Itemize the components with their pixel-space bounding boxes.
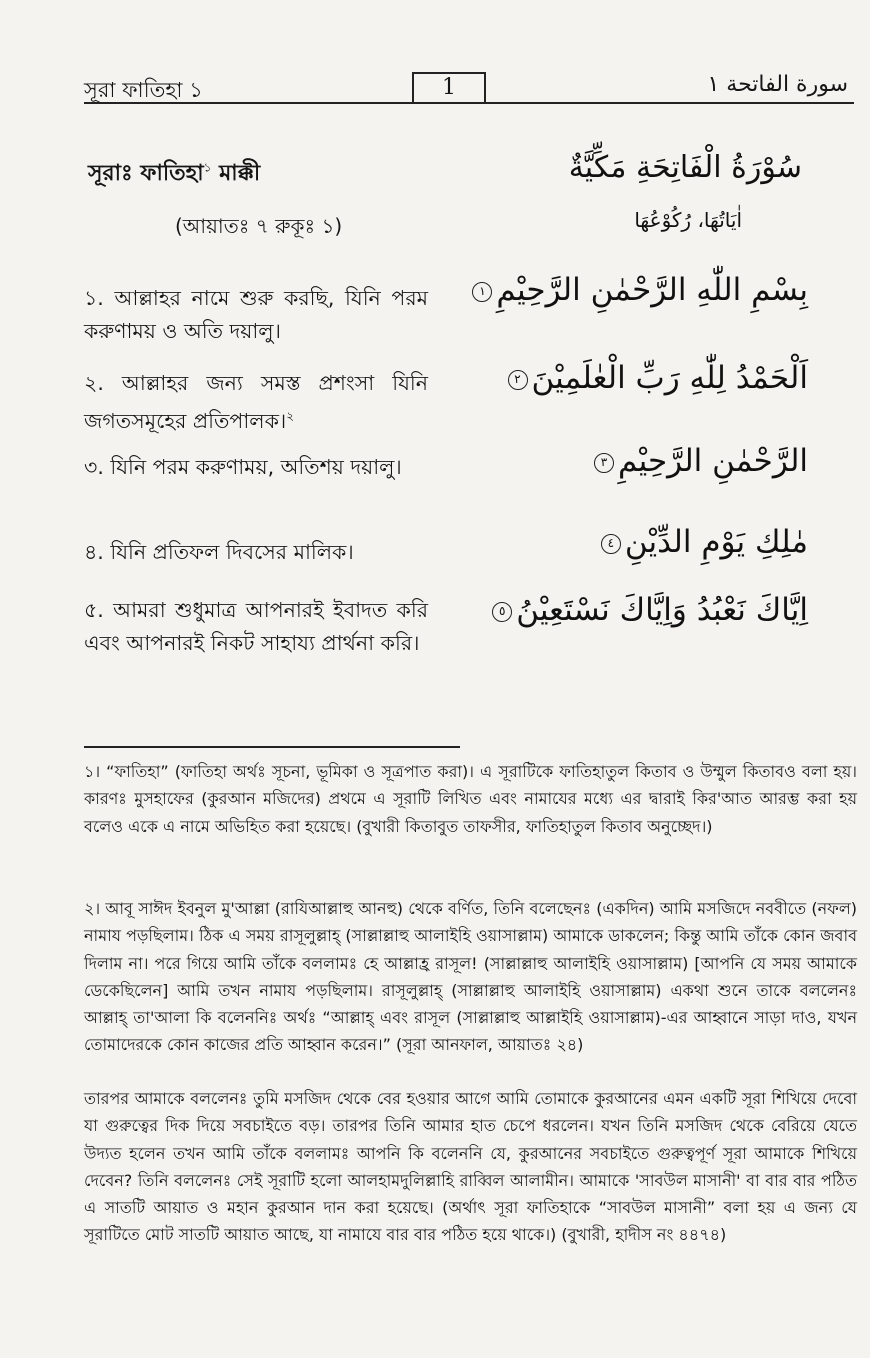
verse-bengali-2	[84, 367, 428, 438]
header-surah-name-arabic: سورة الفاتحة ١	[707, 72, 848, 97]
surah-title-bengali	[88, 156, 260, 193]
surah-title-suffix: মাক্কী	[211, 161, 261, 186]
footnote-2-continued: তারপর আমাকে বললেনঃ তুমি মসজিদ থেকে বের হওয়ার আগে আমি তোমাকে কুরআনের এমন একটি সূরা শিখিয়ে দেবো যা গুরুত্বের দিক দিয়ে সবচাইতে বড়। তারপর তিনি আমার হাত চেপে ধরলেন। যখন তিনি মসজিদ থেকে বেরিয়ে যেতে উদ্যত হলেন তখন আমি তাঁকে বললামঃ আপনি কি বলেননি যে, কুরআনের সবচাইতে গুরুত্বপূর্ণ সূরা আমাকে শিখিয়ে দেবেন? তিনি বললেনঃ সেই সূরাটি হলো আলহামদুলিল্লাহি রাব্বিল আলামীন। আমাকে 'সাবউল মাসানী' বা বার বার পঠিত এ সাতটি আয়াত ও মহান কুরআন দান করা হয়েছে। (অর্থাৎ সূরা ফাতিহাকে “সাবউল মাসানী” বলা হয় এ জন্য যে সূরাটিতে মোট সাতটি আয়াত আছে, যা নামাযে বার বার পঠিত হয়ে থাকে।) (বুখারী, হাদীস নং ৪৪৭৪)	[84, 1089, 857, 1245]
verse-arabic-1	[468, 272, 808, 308]
header-surah-name-bengali: সূরা ফাতিহা ১	[84, 78, 203, 102]
verse-arabic-4-text: مٰلِكِ يَوْمِ الدِّيْنِ	[624, 524, 808, 560]
verse-bengali-3: ৩. যিনি পরম করুণাময়, অতিশয় দয়ালু।	[84, 455, 402, 479]
verse-number-4: ٤	[601, 534, 621, 554]
footnote-rule	[84, 746, 460, 748]
verse-number-1: ١	[472, 282, 492, 302]
verse-arabic-2	[504, 360, 808, 396]
footnote-1: ১। “ফাতিহা” (ফাতিহা অর্থঃ সূচনা, ভূমিকা ও সূত্রপাত করা)। এ সূরাটিকে ফাতিহাতুল কিতাব ও উম্মুল কিতাবও বলা হয়। কারণঃ মুসহাফের (কুরআন মজিদের) প্রথমে এ সূরাটি লিখিত এবং নামাযের মধ্যে এর দ্বারাই কির'আত আরম্ভ করা হয় বলেও একে এ নামে অভিহিত করা হয়েছে। (বুখারী কিতাবুত তাফসীর, ফাতিহাতুল কিতাব অনুচ্ছেদ।)	[84, 762, 857, 836]
verse-bengali-2-footnote-ref: ২	[286, 409, 295, 423]
verse-bengali-5: ৫. আমরা শুধুমাত্র আপনারই ইবাদত করি এবং আপনারই নিকট সাহায্য প্রার্থনা করি।	[84, 598, 428, 655]
surah-title-arabic: سُوْرَةُ الْفَاتِحَةِ مَكِّيَّةٌ	[568, 150, 802, 185]
surah-meta: (আয়াতঃ ৭ রুকূঃ ১)	[175, 214, 343, 238]
header-rule	[84, 102, 854, 104]
page-number: 1	[412, 72, 486, 102]
verse-bengali-2-text: ২. আল্লাহর জন্য সমস্ত প্রশংসা যিনি জগতসমূহের প্রতিপালক।	[84, 371, 428, 433]
verse-arabic-3	[590, 443, 808, 479]
page-header	[84, 72, 848, 102]
footnote-2: ২। আবূ সাঈদ ইবনুল মু'আল্লা (রাযিআল্লাহু আনহু) থেকে বর্ণিত, তিনি বলেছেনঃ (একদিন) আমি মসজিদে নববীতে (নফল) নামায পড়ছিলাম। ঠিক এ সময় রাসূলুল্লাহ্ (সাল্লাল্লাহু আলাইহি ওয়াসাল্লাম) আমাকে ডাকলেন; কিন্তু আমি তাঁকে কোন জবাব দিলাম না। পরে গিয়ে আমি তাঁকে বললামঃ হে আল্লাহ্র রাসূল! (সাল্লাল্লাহু আলাইহি ওয়াসাল্লাম) [আপনি যে সময় আমাকে ডেকেছিলেন] আমি তখন নামায পড়ছিলাম। রাসূলুল্লাহ্ (সাল্লাল্লাহু আলাইহি ওয়াসাল্লাম) একথা শুনে তাকে বললেনঃ আল্লাহ্ তা'আলা কি বলেননিঃ অর্থঃ “আল্লাহ্ এবং রাসূল (সাল্লাল্লাহু আল্লাইহি ওয়াসাল্লাম)-এর আহ্বানে সাড়া দাও, যখন তোমাদেরকে কোন কাজের প্রতি আহ্বান করেন।” (সূরা আনফাল, আয়াতঃ ২৪)	[84, 899, 857, 1055]
verse-bengali-4: ৪. যিনি প্রতিফল দিবসের মালিক।	[84, 540, 354, 564]
verse-number-2: ٢	[508, 370, 528, 390]
verse-number-3: ٣	[594, 453, 614, 473]
verse-bengali-1: ১. আল্লাহর নামে শুরু করছি, যিনি পরম করুণাময় ও অতি দয়ালু।	[84, 286, 428, 343]
surah-meta-arabic: اٰيَاتُهَا، رُكُوْعُهَا	[634, 208, 742, 232]
verse-arabic-5-text: اِيَّاكَ نَعْبُدُ وَاِيَّاكَ نَسْتَعِيْنُ	[516, 592, 808, 628]
surah-title-footnote-ref: ১	[203, 160, 212, 175]
verse-arabic-4	[597, 524, 808, 560]
surah-title-main: সূরাঃ ফাতিহা	[88, 161, 204, 186]
verse-arabic-3-text: الرَّحْمٰنِ الرَّحِيْمِ	[617, 443, 808, 479]
verse-arabic-2-text: اَلْحَمْدُ لِلّٰهِ رَبِّ الْعٰلَمِيْنَ	[531, 360, 808, 396]
verse-arabic-5	[488, 592, 808, 628]
verse-number-5: ٥	[492, 602, 512, 622]
verse-arabic-1-text: بِسْمِ اللّٰهِ الرَّحْمٰنِ الرَّحِيْمِ	[496, 272, 808, 308]
